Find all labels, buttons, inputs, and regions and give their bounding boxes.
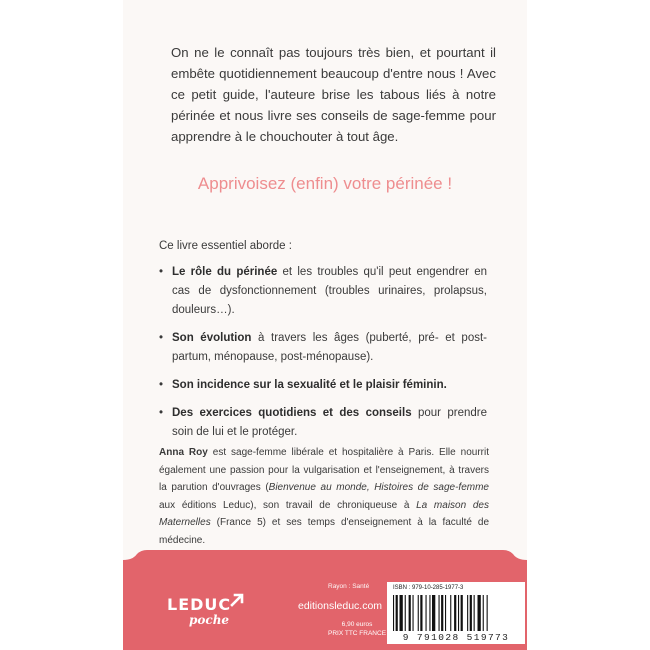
ean-number: 9 791028 519773	[402, 632, 510, 643]
publisher-footer	[123, 560, 527, 650]
price-block	[328, 620, 386, 638]
author-name: Anna Roy	[159, 447, 208, 458]
tagline: Apprivoisez (enfin) votre périnée !	[197, 174, 453, 193]
bullet-icon: •	[159, 407, 164, 419]
price-note: PRIX TTC FRANCE	[328, 630, 387, 637]
bullet-icon: •	[159, 379, 164, 391]
isbn-label: ISBN : 979-10-285-1977-3	[393, 585, 464, 591]
bio-show-title: La maison des Maternelles	[159, 499, 489, 528]
logo-sub: poche	[189, 613, 230, 627]
topic-bold: Son incidence sur la sexualité et le plaisir féminin.	[172, 379, 447, 391]
logo-brand: LEDUC	[167, 595, 232, 614]
list-item	[159, 376, 487, 395]
leduc-poche-logo	[167, 595, 247, 635]
book-back-cover	[123, 0, 527, 650]
bio-text: (France 5) et ses temps d'enseignement à la faculté de médecine.	[159, 517, 489, 546]
barcode-icon	[393, 595, 519, 631]
footer-wave-shape	[123, 550, 527, 562]
intro-paragraph: On ne le connaît pas toujours très bien, et pourtant il embête quotidiennement beaucoup d'entre nous ! Avec ce petit guide, l'auteure brise les tabous liés à notre périnée et nous livre ses conseils de sage-femme pour apprendre à le chouchouter à tout âge.	[171, 45, 496, 144]
topic-text: et les troubles qu'il peut engendrer en cas de dysfonctionnement (troubles urinaires, prolapsus, douleurs…).	[172, 266, 487, 316]
bio-text: est sage-femme libérale et hospitalière à Paris. Elle nourrit également une passion pour la vulgarisation et l'enseignement, à travers la parution d'ouvrages (	[159, 447, 489, 493]
topic-bold: Son évolution	[172, 332, 252, 344]
website-link[interactable]: editionsleduc.com	[298, 600, 383, 612]
topic-text: à travers les âges (puberté, pré- et post-partum, ménopause, post-ménopause).	[172, 332, 487, 363]
author-bio	[159, 444, 489, 549]
topic-bold: Des exercices quotidiens et des conseils	[172, 407, 412, 419]
list-item	[159, 329, 487, 367]
topics-heading: Ce livre essentiel aborde :	[159, 240, 292, 252]
price: 6,90 euros	[341, 621, 373, 628]
arrow-icon	[229, 592, 245, 608]
barcode-box	[387, 582, 525, 644]
list-item	[159, 263, 487, 320]
topic-bold: Le rôle du périnée	[172, 266, 278, 278]
bio-book-titles: Bienvenue au monde, Histoires de sage-femme	[268, 482, 489, 493]
topics-list	[159, 263, 487, 451]
bullet-icon: •	[159, 332, 164, 344]
bio-text: aux éditions Leduc), son travail de chroniqueuse à	[159, 499, 417, 511]
rayon-label: Rayon : Santé	[328, 583, 370, 590]
list-item	[159, 404, 487, 442]
topic-text: pour prendre soin de lui et le protéger.	[172, 407, 487, 438]
bullet-icon: •	[159, 266, 164, 278]
